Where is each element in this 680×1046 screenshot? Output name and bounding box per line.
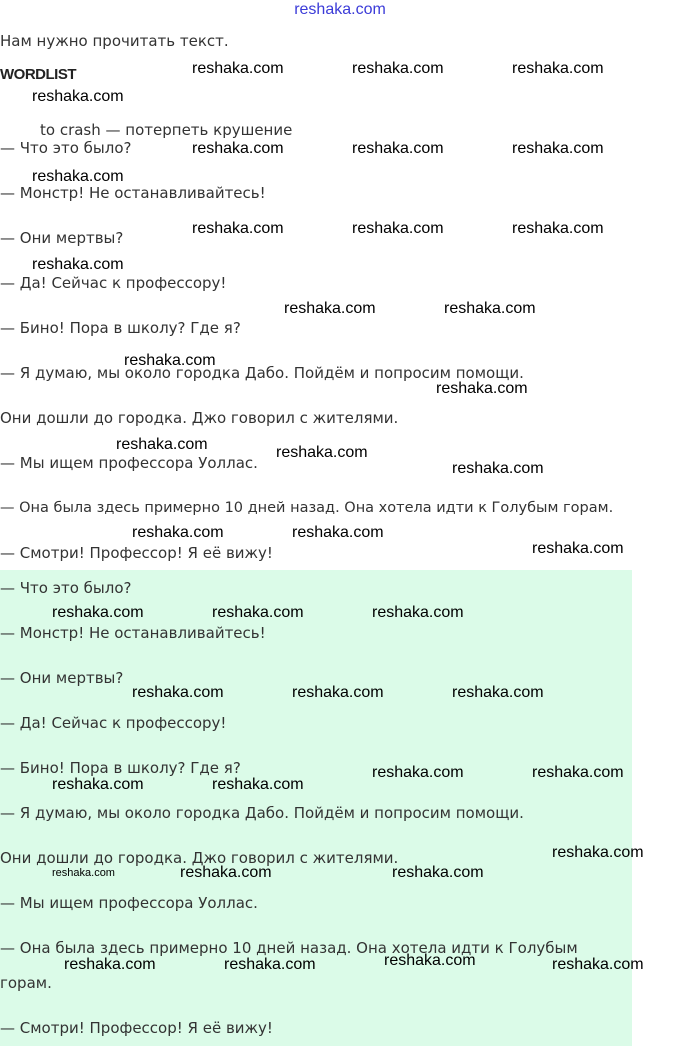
watermark: reshaka.com <box>32 256 124 273</box>
wordlist-heading: WORDLIST <box>0 66 76 83</box>
watermark: reshaka.com <box>352 220 444 237</box>
watermark: reshaka.com <box>512 140 604 157</box>
watermark: reshaka.com <box>32 168 124 185</box>
intro-text: Нам нужно прочитать текст. <box>0 32 229 50</box>
text-line: Они дошли до городка. Джо говорил с жителями. <box>0 409 399 427</box>
watermark: reshaka.com <box>212 776 304 793</box>
watermark: reshaka.com <box>372 604 464 621</box>
translation-line: — Они мертвы? <box>0 669 124 687</box>
watermark: reshaka.com <box>52 867 115 879</box>
watermark: reshaka.com <box>52 776 144 793</box>
watermark: reshaka.com <box>192 60 284 77</box>
translation-line: — Да! Сейчас к профессору! <box>0 714 227 732</box>
watermark: reshaka.com <box>436 380 528 397</box>
watermark: reshaka.com <box>116 436 208 453</box>
watermark: reshaka.com <box>352 140 444 157</box>
watermark: reshaka.com <box>512 220 604 237</box>
watermark: reshaka.com <box>352 60 444 77</box>
watermark: reshaka.com <box>64 956 156 973</box>
watermark: reshaka.com <box>132 524 224 541</box>
watermark: reshaka.com <box>52 604 144 621</box>
watermark: reshaka.com <box>292 524 384 541</box>
watermark: reshaka.com <box>452 684 544 701</box>
watermark: reshaka.com <box>512 60 604 77</box>
text-line: — Мы ищем профессора Уоллас. <box>0 454 258 472</box>
translation-line: — Мы ищем профессора Уоллас. <box>0 894 258 912</box>
translation-line: — Она была здесь примерно 10 дней назад. Она хотела идти к Голубым <box>0 939 578 957</box>
translation-line: — Бино! Пора в школу? Где я? <box>0 759 241 777</box>
text-line: — Смотри! Профессор! Я её вижу! <box>0 544 273 562</box>
watermark: reshaka.com <box>552 844 644 861</box>
translation-panel <box>0 570 632 1046</box>
watermark: reshaka.com <box>192 140 284 157</box>
watermark: reshaka.com <box>132 684 224 701</box>
watermark: reshaka.com <box>444 300 536 317</box>
watermark: reshaka.com <box>384 952 476 969</box>
text-line: — Они мертвы? <box>0 229 124 247</box>
wordlist-entry: to crash — потерпеть крушение <box>40 121 293 139</box>
watermark: reshaka.com <box>180 864 272 881</box>
watermark: reshaka.com <box>392 864 484 881</box>
translation-line: — Что это было? <box>0 579 132 597</box>
translation-line: — Я думаю, мы около городка Дабо. Пойдём и попросим помощи. <box>0 804 524 822</box>
watermark: reshaka.com <box>552 956 644 973</box>
watermark: reshaka.com <box>276 444 368 461</box>
watermark: reshaka.com <box>292 684 384 701</box>
watermark: reshaka.com <box>224 956 316 973</box>
watermark: reshaka.com <box>32 88 124 105</box>
watermark: reshaka.com <box>532 540 624 557</box>
text-line: — Монстр! Не останавливайтесь! <box>0 184 266 202</box>
watermark: reshaka.com <box>372 764 464 781</box>
watermark: reshaka.com <box>212 604 304 621</box>
site-link[interactable]: reshaka.com <box>294 1 386 18</box>
watermark: reshaka.com <box>284 300 376 317</box>
translation-line: — Смотри! Профессор! Я её вижу! <box>0 1019 273 1037</box>
watermark: reshaka.com <box>452 460 544 477</box>
watermark: reshaka.com <box>192 220 284 237</box>
text-line: — Я думаю, мы около городка Дабо. Пойдём и попросим помощи. <box>0 364 524 382</box>
translation-line: горам. <box>0 974 52 992</box>
text-line: — Бино! Пора в школу? Где я? <box>0 319 241 337</box>
text-line: — Она была здесь примерно 10 дней назад. Она хотела идти к Голубым горам. <box>0 500 614 516</box>
translation-line: Они дошли до городка. Джо говорил с жителями. <box>0 849 399 867</box>
text-line: — Да! Сейчас к профессору! <box>0 274 227 292</box>
watermark: reshaka.com <box>124 352 216 369</box>
watermark: reshaka.com <box>532 764 624 781</box>
translation-line: — Монстр! Не останавливайтесь! <box>0 624 266 642</box>
text-line: — Что это было? <box>0 139 132 157</box>
